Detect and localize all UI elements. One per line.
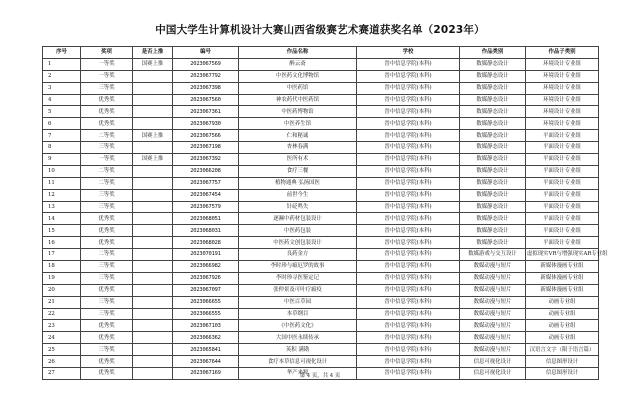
- index-cell: 16: [43, 237, 81, 249]
- work-title-cell: 中医药文化博物馆: [239, 70, 357, 82]
- work-title-cell: 大国中医永续传承: [239, 332, 357, 344]
- work-title-cell: 英积 满勘: [239, 344, 357, 356]
- promoted-cell: 国赛上推: [133, 154, 173, 166]
- subcategory-cell: 环境设计专业组: [526, 118, 599, 130]
- subcategory-cell: 平面设计专业组: [526, 130, 599, 142]
- page-footer: 第 4 页，共 4 页: [299, 373, 341, 379]
- subcategory-cell: 环境设计专业组: [526, 58, 599, 70]
- column-header-subcategory: 作品子类别: [526, 47, 599, 59]
- category-cell: 数媒静态设计: [460, 201, 526, 213]
- entry-id-cell: 2023067097: [173, 284, 239, 296]
- table-row: [43, 142, 599, 154]
- award-cell: 优秀奖: [81, 284, 133, 296]
- school-cell: 晋中信息学院(本科): [357, 344, 460, 356]
- column-header-work-title: 作品名称: [239, 47, 357, 59]
- promoted-cell: [133, 213, 173, 225]
- awards-table: [42, 46, 608, 380]
- category-cell: 数媒游戏与交互设计: [460, 249, 526, 261]
- school-cell: 晋中信息学院(本科): [357, 332, 460, 344]
- award-cell: 优秀奖: [81, 94, 133, 106]
- work-title-cell: 本草纲目: [239, 308, 357, 320]
- work-title-cell: 醉云斋: [239, 58, 357, 70]
- promoted-cell: 国赛上推: [133, 58, 173, 70]
- school-cell: 晋中信息学院(本科): [357, 320, 460, 332]
- work-title-cell: 逐濒中药材包装设计: [239, 213, 357, 225]
- entry-id-cell: 2023067926: [173, 272, 239, 284]
- category-cell: 数媒动漫与短片: [460, 261, 526, 273]
- subcategory-cell: 动画专业组: [526, 296, 599, 308]
- subcategory-cell: 动画专业组: [526, 332, 599, 344]
- subcategory-cell: 新媒体漫画专业组: [526, 284, 599, 296]
- table-row: [43, 213, 599, 225]
- school-cell: 晋中信息学院(本科): [357, 225, 460, 237]
- index-cell: 11: [43, 177, 81, 189]
- category-cell: 数媒静态设计: [460, 165, 526, 177]
- award-cell: 优秀奖: [81, 356, 133, 368]
- promoted-cell: [133, 142, 173, 154]
- work-title-cell: 《中医药文化》: [239, 320, 357, 332]
- school-cell: 晋中信息学院(本科): [357, 118, 460, 130]
- category-cell: 数媒静态设计: [460, 225, 526, 237]
- school-cell: 晋中信息学院(本科): [357, 213, 460, 225]
- table-header: [43, 47, 599, 59]
- entry-id-cell: 2023067930: [173, 118, 239, 130]
- subcategory-cell: 信息图形设计: [526, 368, 599, 380]
- award-cell: 优秀奖: [81, 106, 133, 118]
- index-cell: 6: [43, 118, 81, 130]
- subcategory-cell: 汉语言文字（限于语言篇）: [526, 344, 599, 356]
- promoted-cell: [133, 320, 173, 332]
- school-cell: 晋中信息学院(本科): [357, 261, 460, 273]
- subcategory-cell: 平面设计专业组: [526, 237, 599, 249]
- promoted-cell: [133, 165, 173, 177]
- work-title-cell: 中医养生馆: [239, 118, 357, 130]
- category-cell: 数媒动漫与短片: [460, 272, 526, 284]
- table-row: [43, 320, 599, 332]
- award-cell: 三等奖: [81, 344, 133, 356]
- category-cell: 数媒静态设计: [460, 237, 526, 249]
- school-cell: 晋中信息学院(本科): [357, 356, 460, 368]
- table-row: [43, 189, 599, 201]
- category-cell: 数媒动漫与短片: [460, 296, 526, 308]
- index-cell: 7: [43, 130, 81, 142]
- subcategory-cell: 环境设计专业组: [526, 70, 599, 82]
- table-row: [43, 130, 599, 142]
- promoted-cell: [133, 177, 173, 189]
- work-title-cell: 中医药文创包装设计: [239, 237, 357, 249]
- award-cell: 优秀奖: [81, 225, 133, 237]
- entry-id-cell: 2023065841: [173, 344, 239, 356]
- column-header-school: 学校: [357, 47, 460, 59]
- school-cell: 晋中信息学院(本科): [357, 296, 460, 308]
- category-cell: 数媒动漫与短片: [460, 320, 526, 332]
- subcategory-cell: 虚拟现实VR与增强现实AR专业组: [526, 249, 599, 261]
- column-header-entry-id: 编号: [173, 47, 239, 59]
- promoted-cell: 国赛上推: [133, 130, 173, 142]
- subcategory-cell: 新媒体漫画专业组: [526, 261, 599, 273]
- subcategory-cell: 平面设计专业组: [526, 225, 599, 237]
- column-header-promoted: 是否上推: [133, 47, 173, 59]
- promoted-cell: [133, 106, 173, 118]
- entry-id-cell: 2023068028: [173, 237, 239, 249]
- table-row: [43, 177, 599, 189]
- award-cell: 二等奖: [81, 130, 133, 142]
- entry-id-cell: 2023067398: [173, 82, 239, 94]
- work-title-cell: 食疗三餐: [239, 165, 357, 177]
- entry-id-cell: 2023066655: [173, 296, 239, 308]
- work-title-cell: 中医药博物馆: [239, 106, 357, 118]
- category-cell: 数媒静态设计: [460, 106, 526, 118]
- promoted-cell: [133, 356, 173, 368]
- subcategory-cell: 平面设计专业组: [526, 189, 599, 201]
- index-cell: 27: [43, 368, 81, 380]
- subcategory-cell: 动画专业组: [526, 308, 599, 320]
- index-cell: 17: [43, 249, 81, 261]
- entry-id-cell: 2023067644: [173, 356, 239, 368]
- work-title-cell: 良药金方: [239, 249, 357, 261]
- header-row: [43, 47, 599, 59]
- award-cell: 三等奖: [81, 201, 133, 213]
- table-row: [43, 118, 599, 130]
- promoted-cell: [133, 189, 173, 201]
- promoted-cell: [133, 284, 173, 296]
- promoted-cell: [133, 261, 173, 273]
- category-cell: 数媒动漫与短片: [460, 284, 526, 296]
- table-row: [43, 94, 599, 106]
- index-cell: 18: [43, 261, 81, 273]
- promoted-cell: [133, 201, 173, 213]
- school-cell: 晋中信息学院(本科): [357, 58, 460, 70]
- index-cell: 21: [43, 296, 81, 308]
- index-cell: 1: [43, 58, 81, 70]
- award-cell: 三等奖: [81, 272, 133, 284]
- table-row: [43, 165, 599, 177]
- work-title-cell: 针砭鸣失: [239, 201, 357, 213]
- award-cell: 二等奖: [81, 165, 133, 177]
- work-title-cell: 仁和秘诚: [239, 130, 357, 142]
- entry-id-cell: 2023067103: [173, 320, 239, 332]
- index-cell: 9: [43, 154, 81, 166]
- category-cell: 数媒静态设计: [460, 94, 526, 106]
- category-cell: 数媒动漫与短片: [460, 308, 526, 320]
- award-cell: 三等奖: [81, 142, 133, 154]
- award-cell: 三等奖: [81, 261, 133, 273]
- school-cell: 晋中信息学院(本科): [357, 189, 460, 201]
- table-row: [43, 272, 599, 284]
- subcategory-cell: 平面设计专业组: [526, 142, 599, 154]
- promoted-cell: [133, 82, 173, 94]
- subcategory-cell: 平面设计专业组: [526, 213, 599, 225]
- award-cell: 优秀奖: [81, 320, 133, 332]
- award-cell: 一等奖: [81, 70, 133, 82]
- entry-id-cell: 2023067361: [173, 106, 239, 118]
- award-cell: 三等奖: [81, 82, 133, 94]
- promoted-cell: [133, 332, 173, 344]
- entry-id-cell: 2023068051: [173, 213, 239, 225]
- award-cell: 三等奖: [81, 189, 133, 201]
- table-row: [43, 344, 599, 356]
- subcategory-cell: 平面设计专业组: [526, 154, 599, 166]
- entry-id-cell: 2023067566: [173, 130, 239, 142]
- table-row: [43, 249, 599, 261]
- table-row: [43, 58, 599, 70]
- table-row: [43, 225, 599, 237]
- index-cell: 15: [43, 225, 81, 237]
- entry-id-cell: 2023067560: [173, 94, 239, 106]
- table-row: [43, 284, 599, 296]
- school-cell: 晋中信息学院(本科): [357, 154, 460, 166]
- award-cell: 二等奖: [81, 249, 133, 261]
- entry-id-cell: 2023066982: [173, 261, 239, 273]
- entry-id-cell: 2023066208: [173, 165, 239, 177]
- column-header-index: 序号: [43, 47, 81, 59]
- promoted-cell: [133, 308, 173, 320]
- award-cell: 优秀奖: [81, 213, 133, 225]
- entry-id-cell: 2023067392: [173, 154, 239, 166]
- school-cell: 晋中信息学院(本科): [357, 165, 460, 177]
- subcategory-cell: 新媒体漫画专业组: [526, 272, 599, 284]
- promoted-cell: [133, 272, 173, 284]
- category-cell: 信息可视化设计: [460, 356, 526, 368]
- category-cell: 数媒静态设计: [460, 82, 526, 94]
- index-cell: 26: [43, 356, 81, 368]
- work-title-cell: 中医药包装: [239, 225, 357, 237]
- school-cell: 晋中信息学院(本科): [357, 308, 460, 320]
- subcategory-cell: 信息图形设计: [526, 356, 599, 368]
- award-cell: 三等奖: [81, 296, 133, 308]
- subcategory-cell: 环境设计专业组: [526, 82, 599, 94]
- table-row: [43, 82, 599, 94]
- index-cell: 14: [43, 213, 81, 225]
- award-cell: 优秀奖: [81, 237, 133, 249]
- subcategory-cell: 动画专业组: [526, 320, 599, 332]
- work-title-cell: 神农药代中医药馆: [239, 94, 357, 106]
- school-cell: 晋中信息学院(本科): [357, 249, 460, 261]
- subcategory-cell: 平面设计专业组: [526, 165, 599, 177]
- entry-id-cell: 2023070191: [173, 249, 239, 261]
- entry-id-cell: 2023067198: [173, 142, 239, 154]
- subcategory-cell: 平面设计专业组: [526, 201, 599, 213]
- category-cell: 数媒动漫与短片: [460, 332, 526, 344]
- promoted-cell: [133, 249, 173, 261]
- entry-id-cell: 2023068031: [173, 225, 239, 237]
- entry-id-cell: 2023067579: [173, 201, 239, 213]
- category-cell: 数媒静态设计: [460, 142, 526, 154]
- category-cell: 数媒静态设计: [460, 189, 526, 201]
- table-row: [43, 154, 599, 166]
- promoted-cell: [133, 118, 173, 130]
- table-row: [43, 201, 599, 213]
- category-cell: 数媒静态设计: [460, 213, 526, 225]
- award-cell: 二等奖: [81, 177, 133, 189]
- entry-id-cell: 2023067792: [173, 70, 239, 82]
- work-title-cell: 食疗本草信息可视化设计: [239, 356, 357, 368]
- index-cell: 2: [43, 70, 81, 82]
- category-cell: 信息可视化设计: [460, 368, 526, 380]
- table-row: [43, 261, 599, 273]
- subcategory-cell: 环境设计专业组: [526, 94, 599, 106]
- promoted-cell: [133, 225, 173, 237]
- school-cell: 晋中信息学院(本科): [357, 106, 460, 118]
- award-cell: 三等奖: [81, 308, 133, 320]
- school-cell: 晋中信息学院(本科): [357, 284, 460, 296]
- school-cell: 晋中信息学院(本科): [357, 94, 460, 106]
- table-row: [43, 296, 599, 308]
- award-cell: 一等奖: [81, 58, 133, 70]
- index-cell: 22: [43, 308, 81, 320]
- promoted-cell: [133, 237, 173, 249]
- category-cell: 数媒静态设计: [460, 130, 526, 142]
- work-title-cell: 中医百草园: [239, 296, 357, 308]
- table-row: [43, 356, 599, 368]
- column-header-award: 奖项: [81, 47, 133, 59]
- table-row: [43, 70, 599, 82]
- entry-id-cell: 2023067757: [173, 177, 239, 189]
- category-cell: 数媒动漫与短片: [460, 344, 526, 356]
- table-body: [43, 58, 608, 379]
- work-title-cell: 前世今生: [239, 189, 357, 201]
- award-cell: 一等奖: [81, 154, 133, 166]
- table-row: [43, 332, 599, 344]
- entry-id-cell: 2023066555: [173, 308, 239, 320]
- school-cell: 晋中信息学院(本科): [357, 177, 460, 189]
- table-row: [43, 106, 599, 118]
- index-cell: 4: [43, 94, 81, 106]
- index-cell: 12: [43, 189, 81, 201]
- school-cell: 晋中信息学院(本科): [357, 201, 460, 213]
- index-cell: 10: [43, 165, 81, 177]
- entry-id-cell: 2023067569: [173, 58, 239, 70]
- work-title-cell: 医所有术: [239, 154, 357, 166]
- school-cell: 晋中信息学院(本科): [357, 237, 460, 249]
- work-title-cell: 植物通典 弘扬国医: [239, 177, 357, 189]
- school-cell: 晋中信息学院(本科): [357, 130, 460, 142]
- school-cell: 晋中信息学院(本科): [357, 272, 460, 284]
- index-cell: 23: [43, 320, 81, 332]
- award-cell: 优秀奖: [81, 332, 133, 344]
- table-row: [43, 308, 599, 320]
- entry-id-cell: 2023067169: [173, 368, 239, 380]
- table-row: [43, 237, 599, 249]
- category-cell: 数媒静态设计: [460, 58, 526, 70]
- index-cell: 5: [43, 106, 81, 118]
- index-cell: 20: [43, 284, 81, 296]
- category-cell: 数媒静态设计: [460, 154, 526, 166]
- index-cell: 13: [43, 201, 81, 213]
- category-cell: 数媒静态设计: [460, 177, 526, 189]
- index-cell: 24: [43, 332, 81, 344]
- school-cell: 晋中信息学院(本科): [357, 70, 460, 82]
- work-title-cell: 张仲景及可叶疗瘟疫: [239, 284, 357, 296]
- category-cell: 数媒静态设计: [460, 70, 526, 82]
- award-cell: 优秀奖: [81, 118, 133, 130]
- document-title: 中国大学生计算机设计大赛山西省级赛艺术赛道获奖名单（2023年）: [155, 24, 485, 36]
- index-cell: 8: [43, 142, 81, 154]
- index-cell: 25: [43, 344, 81, 356]
- award-cell: 优秀奖: [81, 368, 133, 380]
- work-title-cell: 杏林春满: [239, 142, 357, 154]
- subcategory-cell: 环境设计专业组: [526, 106, 599, 118]
- index-cell: 3: [43, 82, 81, 94]
- subcategory-cell: 平面设计专业组: [526, 177, 599, 189]
- work-title-cell: 李时珍寻医鉴定记: [239, 272, 357, 284]
- work-title-cell: 华产来源: [239, 368, 357, 380]
- school-cell: 晋中信息学院(本科): [357, 142, 460, 154]
- promoted-cell: [133, 70, 173, 82]
- school-cell: 晋中信息学院(本科): [357, 82, 460, 94]
- entry-id-cell: 2023067454: [173, 189, 239, 201]
- category-cell: 数媒静态设计: [460, 118, 526, 130]
- index-cell: 19: [43, 272, 81, 284]
- column-header-category: 作品类别: [460, 47, 526, 59]
- promoted-cell: [133, 94, 173, 106]
- promoted-cell: [133, 296, 173, 308]
- entry-id-cell: 2023066362: [173, 332, 239, 344]
- promoted-cell: [133, 344, 173, 356]
- school-cell: 晋中信息学院(本科): [357, 368, 460, 380]
- work-title-cell: 李时珍与瘟厄罗的故事: [239, 261, 357, 273]
- work-title-cell: 中医药馆: [239, 82, 357, 94]
